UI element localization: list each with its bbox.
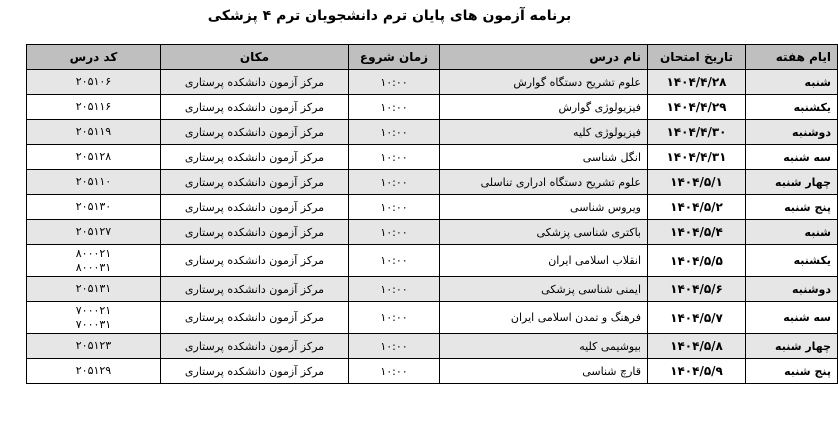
cell-place: مرکز آزمون دانشکده پرستاری [161, 359, 349, 384]
cell-code [27, 302, 161, 334]
cell-code [27, 120, 161, 145]
cell-course: انگل شناسی [440, 145, 648, 170]
cell-course: علوم تشریح دستگاه ادراری تناسلی [440, 170, 648, 195]
table-row [27, 302, 838, 334]
header-time: زمان شروع [349, 45, 440, 70]
course-code: ۷۰۰۰۳۱ [75, 317, 112, 331]
cell-place: مرکز آزمون دانشکده پرستاری [161, 70, 349, 95]
cell-date: ۱۴۰۴/۵/۴ [648, 220, 746, 245]
header-date: تاریخ امتحان [648, 45, 746, 70]
cell-date: ۱۴۰۴/۵/۹ [648, 359, 746, 384]
cell-code [27, 70, 161, 95]
course-code: ۲۰۵۱۲۷ [75, 225, 112, 238]
header-code: کد درس [27, 45, 161, 70]
header-place: مکان [161, 45, 349, 70]
header-row [27, 45, 838, 70]
cell-date: ۱۴۰۴/۴/۳۰ [648, 120, 746, 145]
cell-place: مرکز آزمون دانشکده پرستاری [161, 302, 349, 334]
cell-place: مرکز آزمون دانشکده پرستاری [161, 195, 349, 220]
cell-course: بیوشیمی کلیه [440, 334, 648, 359]
course-code: ۲۰۵۱۱۹ [75, 125, 112, 138]
course-code: ۲۰۵۱۳۰ [75, 200, 112, 213]
cell-day: یکشنبه [746, 95, 838, 120]
cell-date: ۱۴۰۴/۴/۳۱ [648, 145, 746, 170]
cell-day: پنج شنبه [746, 195, 838, 220]
table-row [27, 170, 838, 195]
table-row [27, 359, 838, 384]
cell-place: مرکز آزمون دانشکده پرستاری [161, 245, 349, 277]
cell-time: ۱۰:۰۰ [349, 95, 440, 120]
cell-date: ۱۴۰۴/۵/۷ [648, 302, 746, 334]
cell-course: ایمنی شناسی پزشکی [440, 277, 648, 302]
table-row [27, 334, 838, 359]
cell-time: ۱۰:۰۰ [349, 220, 440, 245]
cell-code [27, 245, 161, 277]
cell-time: ۱۰:۰۰ [349, 245, 440, 277]
cell-course: فرهنگ و تمدن اسلامی ایران [440, 302, 648, 334]
cell-time: ۱۰:۰۰ [349, 302, 440, 334]
cell-time: ۱۰:۰۰ [349, 334, 440, 359]
cell-date: ۱۴۰۴/۵/۶ [648, 277, 746, 302]
cell-time: ۱۰:۰۰ [349, 359, 440, 384]
page-title: برنامه آزمون های پایان ترم دانشجویان ترم ۴ پزشکی [207, 8, 572, 24]
table-row [27, 245, 838, 277]
table-row [27, 145, 838, 170]
cell-course: باکتری شناسی پزشکی [440, 220, 648, 245]
cell-day: چهار شنبه [746, 170, 838, 195]
cell-code [27, 95, 161, 120]
cell-place: مرکز آزمون دانشکده پرستاری [161, 120, 349, 145]
table-row [27, 70, 838, 95]
exam-schedule-table [26, 44, 838, 384]
cell-time: ۱۰:۰۰ [349, 145, 440, 170]
cell-code [27, 195, 161, 220]
course-code: ۲۰۵۱۱۶ [75, 100, 112, 113]
cell-date: ۱۴۰۴/۴/۲۹ [648, 95, 746, 120]
course-code: ۸۰۰۰۳۱ [75, 260, 112, 274]
cell-course: علوم تشریح دستگاه گوارش [440, 70, 648, 95]
cell-date: ۱۴۰۴/۵/۵ [648, 245, 746, 277]
table-row [27, 195, 838, 220]
cell-time: ۱۰:۰۰ [349, 70, 440, 95]
header-day: ایام هفته [746, 45, 838, 70]
course-code: ۸۰۰۰۲۱ [75, 246, 112, 260]
cell-day: پنج شنبه [746, 359, 838, 384]
header-course: نام درس [440, 45, 648, 70]
cell-day: شنبه [746, 220, 838, 245]
cell-code [27, 220, 161, 245]
cell-day: سه شنبه [746, 302, 838, 334]
cell-date: ۱۴۰۴/۴/۲۸ [648, 70, 746, 95]
table-row [27, 220, 838, 245]
cell-day: دوشنبه [746, 120, 838, 145]
course-code: ۲۰۵۱۲۸ [75, 150, 112, 163]
cell-code [27, 277, 161, 302]
course-code: ۲۰۵۱۲۳ [75, 339, 112, 352]
table-row [27, 120, 838, 145]
cell-day: شنبه [746, 70, 838, 95]
cell-course: انقلاب اسلامی ایران [440, 245, 648, 277]
cell-course: قارچ شناسی [440, 359, 648, 384]
cell-day: یکشنبه [746, 245, 838, 277]
course-code: ۷۰۰۰۲۱ [75, 303, 112, 317]
cell-code [27, 334, 161, 359]
cell-place: مرکز آزمون دانشکده پرستاری [161, 145, 349, 170]
cell-course: ویروس شناسی [440, 195, 648, 220]
cell-code [27, 145, 161, 170]
cell-date: ۱۴۰۴/۵/۲ [648, 195, 746, 220]
table-row [27, 95, 838, 120]
cell-course: فیزیولوژی کلیه [440, 120, 648, 145]
cell-code [27, 359, 161, 384]
cell-place: مرکز آزمون دانشکده پرستاری [161, 277, 349, 302]
cell-time: ۱۰:۰۰ [349, 195, 440, 220]
cell-place: مرکز آزمون دانشکده پرستاری [161, 170, 349, 195]
table-row [27, 277, 838, 302]
course-code: ۲۰۵۱۳۱ [75, 282, 112, 295]
cell-day: سه شنبه [746, 145, 838, 170]
cell-time: ۱۰:۰۰ [349, 277, 440, 302]
cell-time: ۱۰:۰۰ [349, 170, 440, 195]
cell-place: مرکز آزمون دانشکده پرستاری [161, 95, 349, 120]
course-code: ۲۰۵۱۱۰ [75, 175, 112, 188]
cell-time: ۱۰:۰۰ [349, 120, 440, 145]
cell-course: فیزیولوژی گوارش [440, 95, 648, 120]
course-code: ۲۰۵۱۲۹ [75, 364, 112, 377]
cell-day: دوشنبه [746, 277, 838, 302]
cell-place: مرکز آزمون دانشکده پرستاری [161, 334, 349, 359]
course-code: ۲۰۵۱۰۶ [75, 75, 112, 88]
cell-date: ۱۴۰۴/۵/۸ [648, 334, 746, 359]
cell-day: چهار شنبه [746, 334, 838, 359]
cell-date: ۱۴۰۴/۵/۱ [648, 170, 746, 195]
cell-place: مرکز آزمون دانشکده پرستاری [161, 220, 349, 245]
cell-code [27, 170, 161, 195]
